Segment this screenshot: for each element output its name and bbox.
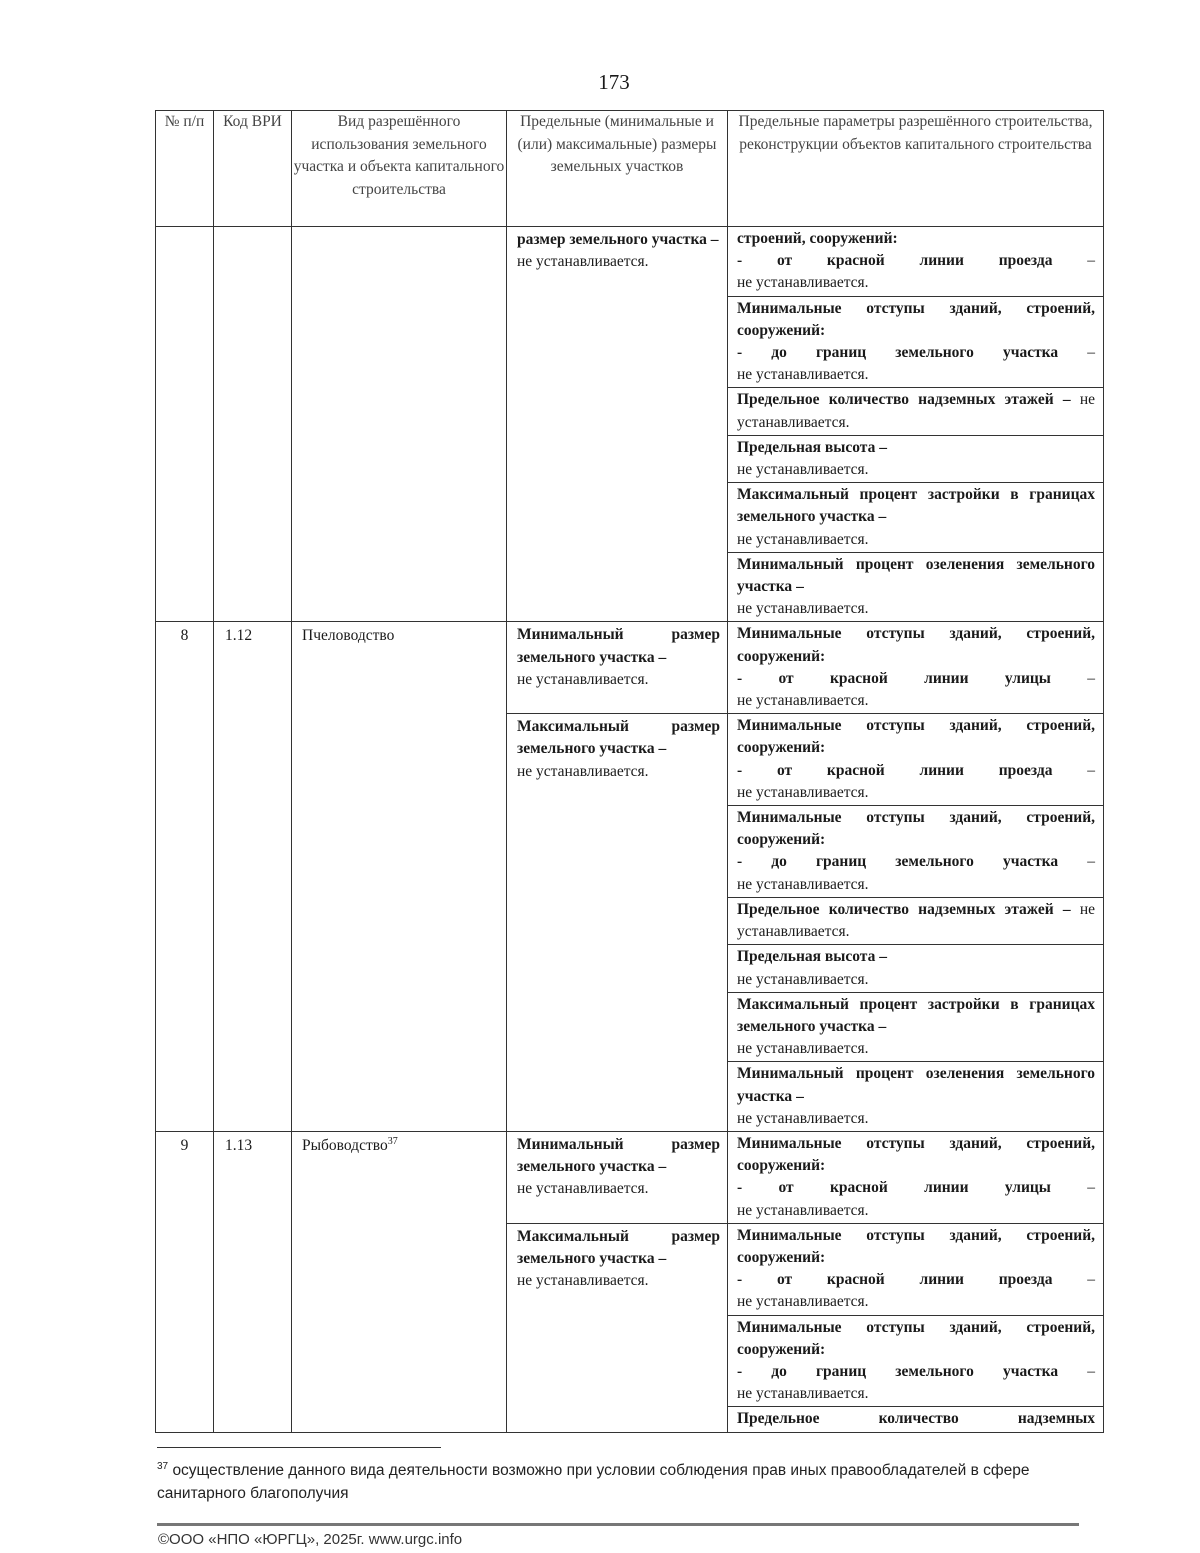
table-row (156, 1131, 1104, 1223)
param-cell: Предельное количество надземных (728, 1407, 1104, 1432)
row9-kind: Рыбоводство$^{37}$ (292, 1131, 507, 1432)
footer-separator (157, 1523, 1079, 1526)
row9-code: 1.13 (214, 1131, 292, 1432)
param-cell: Минимальные отступы зданий, строений, сооружений: - от красной линии улицы – не устанавливается. (728, 1131, 1104, 1223)
row8-kind: Пчеловодство (292, 622, 507, 1131)
table-header-row (156, 111, 1104, 227)
footnote-separator (157, 1447, 441, 1448)
param-cell: Минимальные отступы зданий, строений, сооружений: - до границ земельного участка – не устанавливается. (728, 296, 1104, 388)
header-kind: Вид разрешённого использования земельного участка и объекта капитального строительства (292, 111, 507, 227)
footnote-text: осуществление данного вида деятельности возможно при условии соблюдения прав иных правообладателей в сфере санитарного благополучия (157, 1462, 1030, 1502)
param-cell: Минимальные отступы зданий, строений, сооружений: - от красной линии проезда – не устанавливается. (728, 714, 1104, 806)
page-number: 173 (598, 70, 630, 94)
header-params: Предельные параметры разрешённого строительства, реконструкции объектов капитального строительства (728, 111, 1104, 227)
footnote-mark: 37 (157, 1460, 169, 1472)
row9-num: 9 (156, 1131, 214, 1432)
table-row (156, 227, 1104, 297)
regulations-table (155, 110, 1104, 1433)
row8-code: 1.12 (214, 622, 292, 1131)
cont-kind-cell (292, 227, 507, 622)
param-cell: Предельное количество надземных этажей – не устанавливается. (728, 897, 1104, 944)
row8-size-max: Максимальный размер земельного участка – не устанавливается. (507, 714, 728, 1132)
param-cell: Минимальные отступы зданий, строений, сооружений: - от красной линии улицы – не устанавливается. (728, 622, 1104, 714)
param-cell: Минимальный процент озеленения земельного участка – не устанавливается. (728, 552, 1104, 622)
size-value: не устанавливается. (517, 253, 649, 271)
header-sizes: Предельные (минимальные и (или) максимальные) размеры земельных участков (507, 111, 728, 227)
cont-code-cell (214, 227, 292, 622)
param-cell: Предельная высота – не устанавливается. (728, 435, 1104, 482)
cont-size-cell: размер земельного участка – не устанавливается. (507, 227, 728, 622)
param-cell: Минимальные отступы зданий, строений, сооружений: - до границ земельного участка – не устанавливается. (728, 1315, 1104, 1407)
param-cell: Минимальные отступы зданий, строений, сооружений: - до границ земельного участка – не устанавливается. (728, 806, 1104, 898)
header-num: № п/п (156, 111, 214, 227)
row8-num: 8 (156, 622, 214, 1131)
footnote-ref: 37 (387, 1135, 398, 1147)
table-row (156, 622, 1104, 714)
param-cell: Предельная высота – не устанавливается. (728, 945, 1104, 992)
param-cell: Минимальный процент озеленения земельного участка – не устанавливается. (728, 1062, 1104, 1132)
size-label: размер земельного участка (517, 231, 707, 248)
cont-num-cell (156, 227, 214, 622)
footnote (157, 1459, 1057, 1505)
row9-size-min: Минимальный размер земельного участка – не устанавливается. (507, 1131, 728, 1223)
param-cell: Максимальный процент застройки в границах земельного участка – не устанавливается. (728, 992, 1104, 1062)
param-cell: строений, сооружений: - от красной линии проезда – не устанавливается. (728, 227, 1104, 297)
row8-size-min: Минимальный размер земельного участка – не устанавливается. (507, 622, 728, 714)
param-cell: Минимальные отступы зданий, строений, сооружений: - от красной линии проезда – не устанавливается. (728, 1223, 1104, 1315)
footer-text: ©ООО «НПО «ЮРГЦ», 2025г. www.urgc.info (158, 1531, 463, 1548)
param-cell: Предельное количество надземных этажей – не устанавливается. (728, 388, 1104, 435)
param-cell: Максимальный процент застройки в границах земельного участка – не устанавливается. (728, 483, 1104, 553)
row9-size-max: Максимальный размер земельного участка – не устанавливается. (507, 1223, 728, 1432)
header-code: Код ВРИ (214, 111, 292, 227)
